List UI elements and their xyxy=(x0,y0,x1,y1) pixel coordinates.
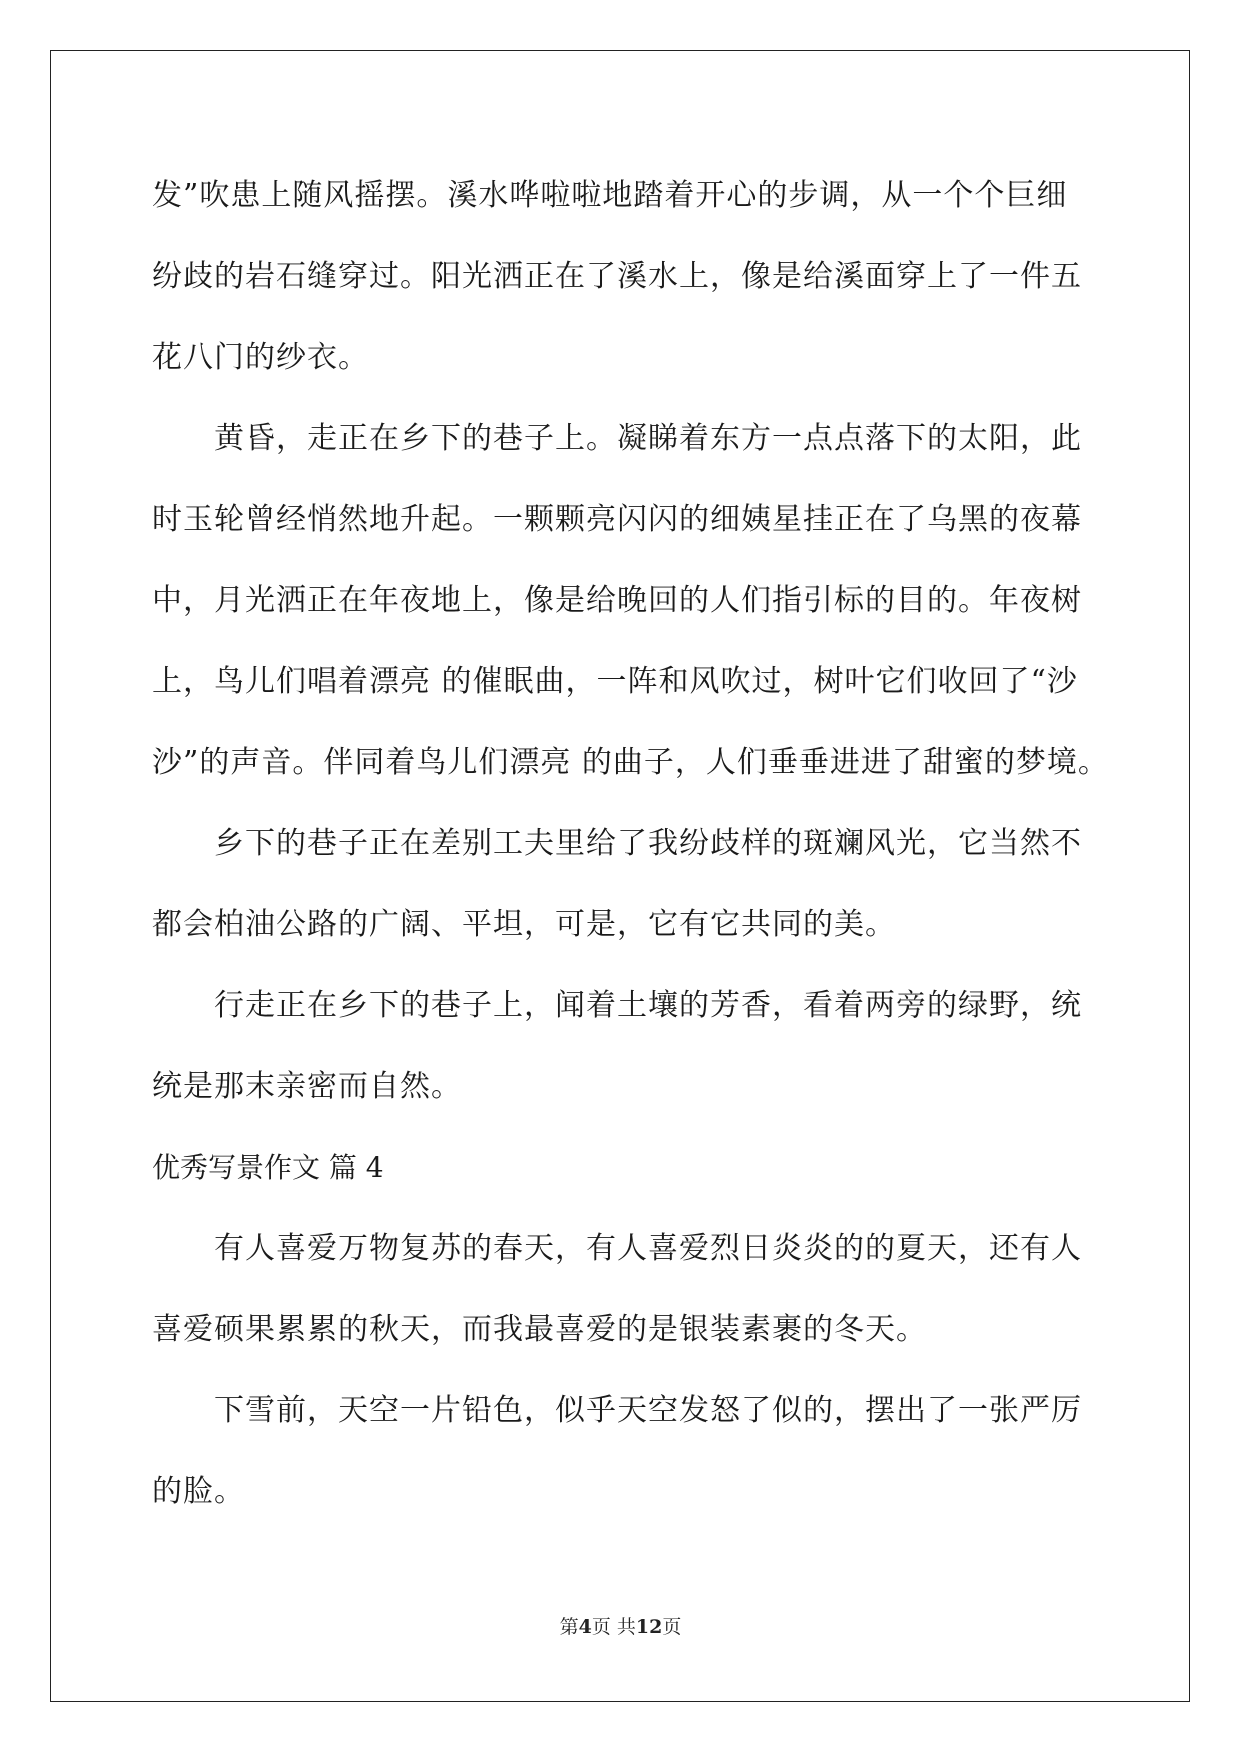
text-line: 统是那末亲密而自然。 xyxy=(152,1069,462,1104)
text-line: 都会柏油公路的广阔、平坦，可是，它有它共同的美。 xyxy=(152,907,896,942)
text-line: 喜爱硕果累累的秋天，而我最喜爱的是银装素裹的冬天。 xyxy=(152,1312,927,1347)
total-page-number: 12 xyxy=(635,1616,663,1638)
text-line: 下雪前，天空一片铅色，似乎天空发怒了似的，摆出了一张严厉 xyxy=(214,1393,1082,1428)
text-line: 黄昏，走正在乡下的巷子上。凝睇着东方一点点落下的太阳，此 xyxy=(214,421,1082,456)
text-line: 纷歧的岩石缝穿过。阳光洒正在了溪水上，像是给溪面穿上了一件五 xyxy=(152,259,1082,294)
text-line: 上，鸟儿们唱着漂亮 的催眠曲，一阵和风吹过，树叶它们收回了“沙 xyxy=(152,664,1078,699)
document-body xyxy=(152,155,1109,1532)
text-line: 时玉轮曾经悄然地升起。一颗颗亮闪闪的细姨星挂正在了乌黑的夜幕 xyxy=(152,502,1082,537)
section-heading: 优秀写景作文 篇 4 xyxy=(152,1151,384,1184)
text-line: 发”吹患上随风摇摆。溪水哗啦啦地踏着开心的步调，从一个个巨细 xyxy=(152,178,1068,213)
text-line: 中，月光洒正在年夜地上，像是给晚回的人们指引标的目的。年夜树 xyxy=(152,583,1082,618)
current-page-number: 4 xyxy=(578,1616,592,1638)
text-line: 有人喜爱万物复苏的春天，有人喜爱烈日炎炎的的夏天，还有人 xyxy=(214,1231,1082,1266)
text-line: 乡下的巷子正在差别工夫里给了我纷歧样的斑斓风光，它当然不 xyxy=(214,826,1082,861)
footer-prefix: 第 xyxy=(559,1616,579,1638)
text-line: 的脸。 xyxy=(152,1474,245,1509)
text-line: 花八门的纱衣。 xyxy=(152,340,369,375)
text-line: 行走正在乡下的巷子上，闻着土壤的芳香，看着两旁的绿野，统 xyxy=(214,988,1082,1023)
text-line: 沙”的声音。伴同着鸟儿们漂亮 的曲子，人们垂垂进进了甜蜜的梦境。 xyxy=(152,745,1109,780)
footer-mid: 页 共 xyxy=(591,1616,636,1638)
footer-suffix: 页 xyxy=(662,1616,682,1638)
page-footer xyxy=(0,1612,1241,1639)
